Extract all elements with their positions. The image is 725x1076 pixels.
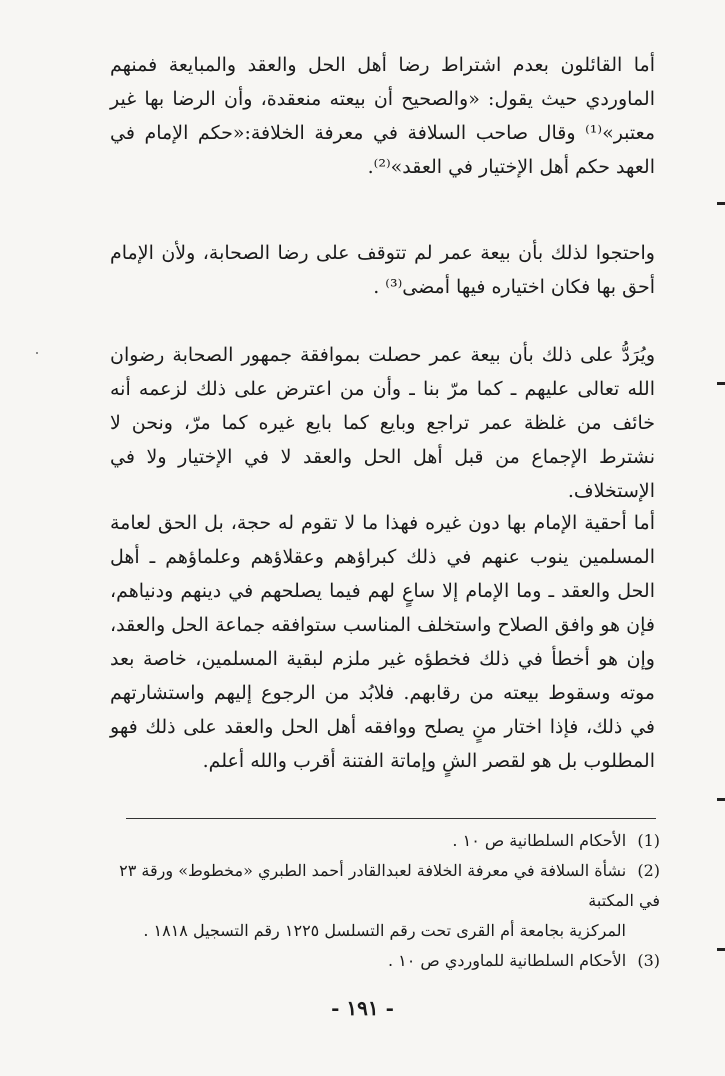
- footnote-2: [118, 856, 660, 916]
- paragraph-1: أما القائلون بعدم اشتراط رضا أهل الحل والعقد والمبايعة فمنهم الماوردي حيث يقول: «والصحيح أن بيعته منعقدة، وأن الرضا بها غير معتبر»⁽¹⁾ وقال صاحب السلافة في معرفة الخلافة:«حكم الإمام في العهد حكم أهل الإختيار في العقد»⁽²⁾.: [110, 54, 655, 178]
- paragraph-2: واحتجوا لذلك بأن بيعة عمر لم تتوقف على رضا الصحابة، ولأن الإمام أحق بها فكان اختياره فيها أمضى⁽³⁾ .: [110, 242, 655, 298]
- footnote-divider: [126, 818, 656, 819]
- footnote-text: الأحكام السلطانية للماوردي ص ١٠ .: [387, 951, 627, 970]
- footnote-number: (2): [637, 861, 660, 880]
- footnote-text: نشأة السلافة في معرفة الخلافة لعبدالقادر أحمد الطبري «مخطوط» ورقة ٢٣ في المكتبة: [119, 861, 660, 910]
- footnote-1: [118, 826, 660, 856]
- margin-mark: [717, 948, 725, 951]
- page-number: - ١٩١ -: [331, 996, 394, 1020]
- margin-mark: [717, 798, 725, 801]
- footnotes: [118, 826, 660, 976]
- footnote-text: الأحكام السلطانية ص ١٠ .: [452, 831, 627, 850]
- paragraph-3: ويُرَدُّ على ذلك بأن بيعة عمر حصلت بموافقة جمهور الصحابة رضوان الله تعالى عليهم ـ كما مرّ بنا ـ وأن من اعترض على ذلك لزعمه أنه خائف من غلظة عمر تراجع وبايع كما بايع غيره كما مرّ، ونحن لا نشترط الإجماع من قبل أهل الحل والعقد لا في الإختيار ولا في الإستخلاف.: [110, 344, 655, 502]
- footnote-number: (1): [637, 831, 660, 850]
- paragraph-4: أما أحقية الإمام بها دون غيره فهذا ما لا تقوم له حجة، بل الحق لعامة المسلمين ينوب عنهم في ذلك كبراؤهم وعقلاؤهم وعلماؤهم ـ أهل الحل والعقد ـ وما الإمام إلا ساعٍ لهم فيما يصلحهم في دينهم ودنياهم، فإن هو وافق الصلاح واستخلف المناسب ستوافقه جماعة الحل والعقد، وإن هو أخطأ في ذلك فخطؤه غير ملزم لبقية المسلمين، خاصة بعد موته وسقوط بيعته من رقابهم. فلابُد من الرجوع إليهم واستشارتهم في ذلك، فإذا اختار منٍ يصلح ووافقه أهل الحل والعقد على ذلك فهو المطلوب بل هو لقصر الشٍ وإماتة الفتنة أقرب والله أعلم.: [110, 512, 655, 772]
- footnote-3: [118, 946, 660, 976]
- footnote-number: (3): [637, 951, 660, 970]
- margin-mark: [717, 382, 725, 385]
- scan-speck: [36, 352, 38, 354]
- footnote-2-continuation: المركزية بجامعة أم القرى تحت رقم التسلسل ١٢٢٥ رقم التسجيل ١٨١٨ .: [143, 921, 626, 940]
- margin-mark: [717, 202, 725, 205]
